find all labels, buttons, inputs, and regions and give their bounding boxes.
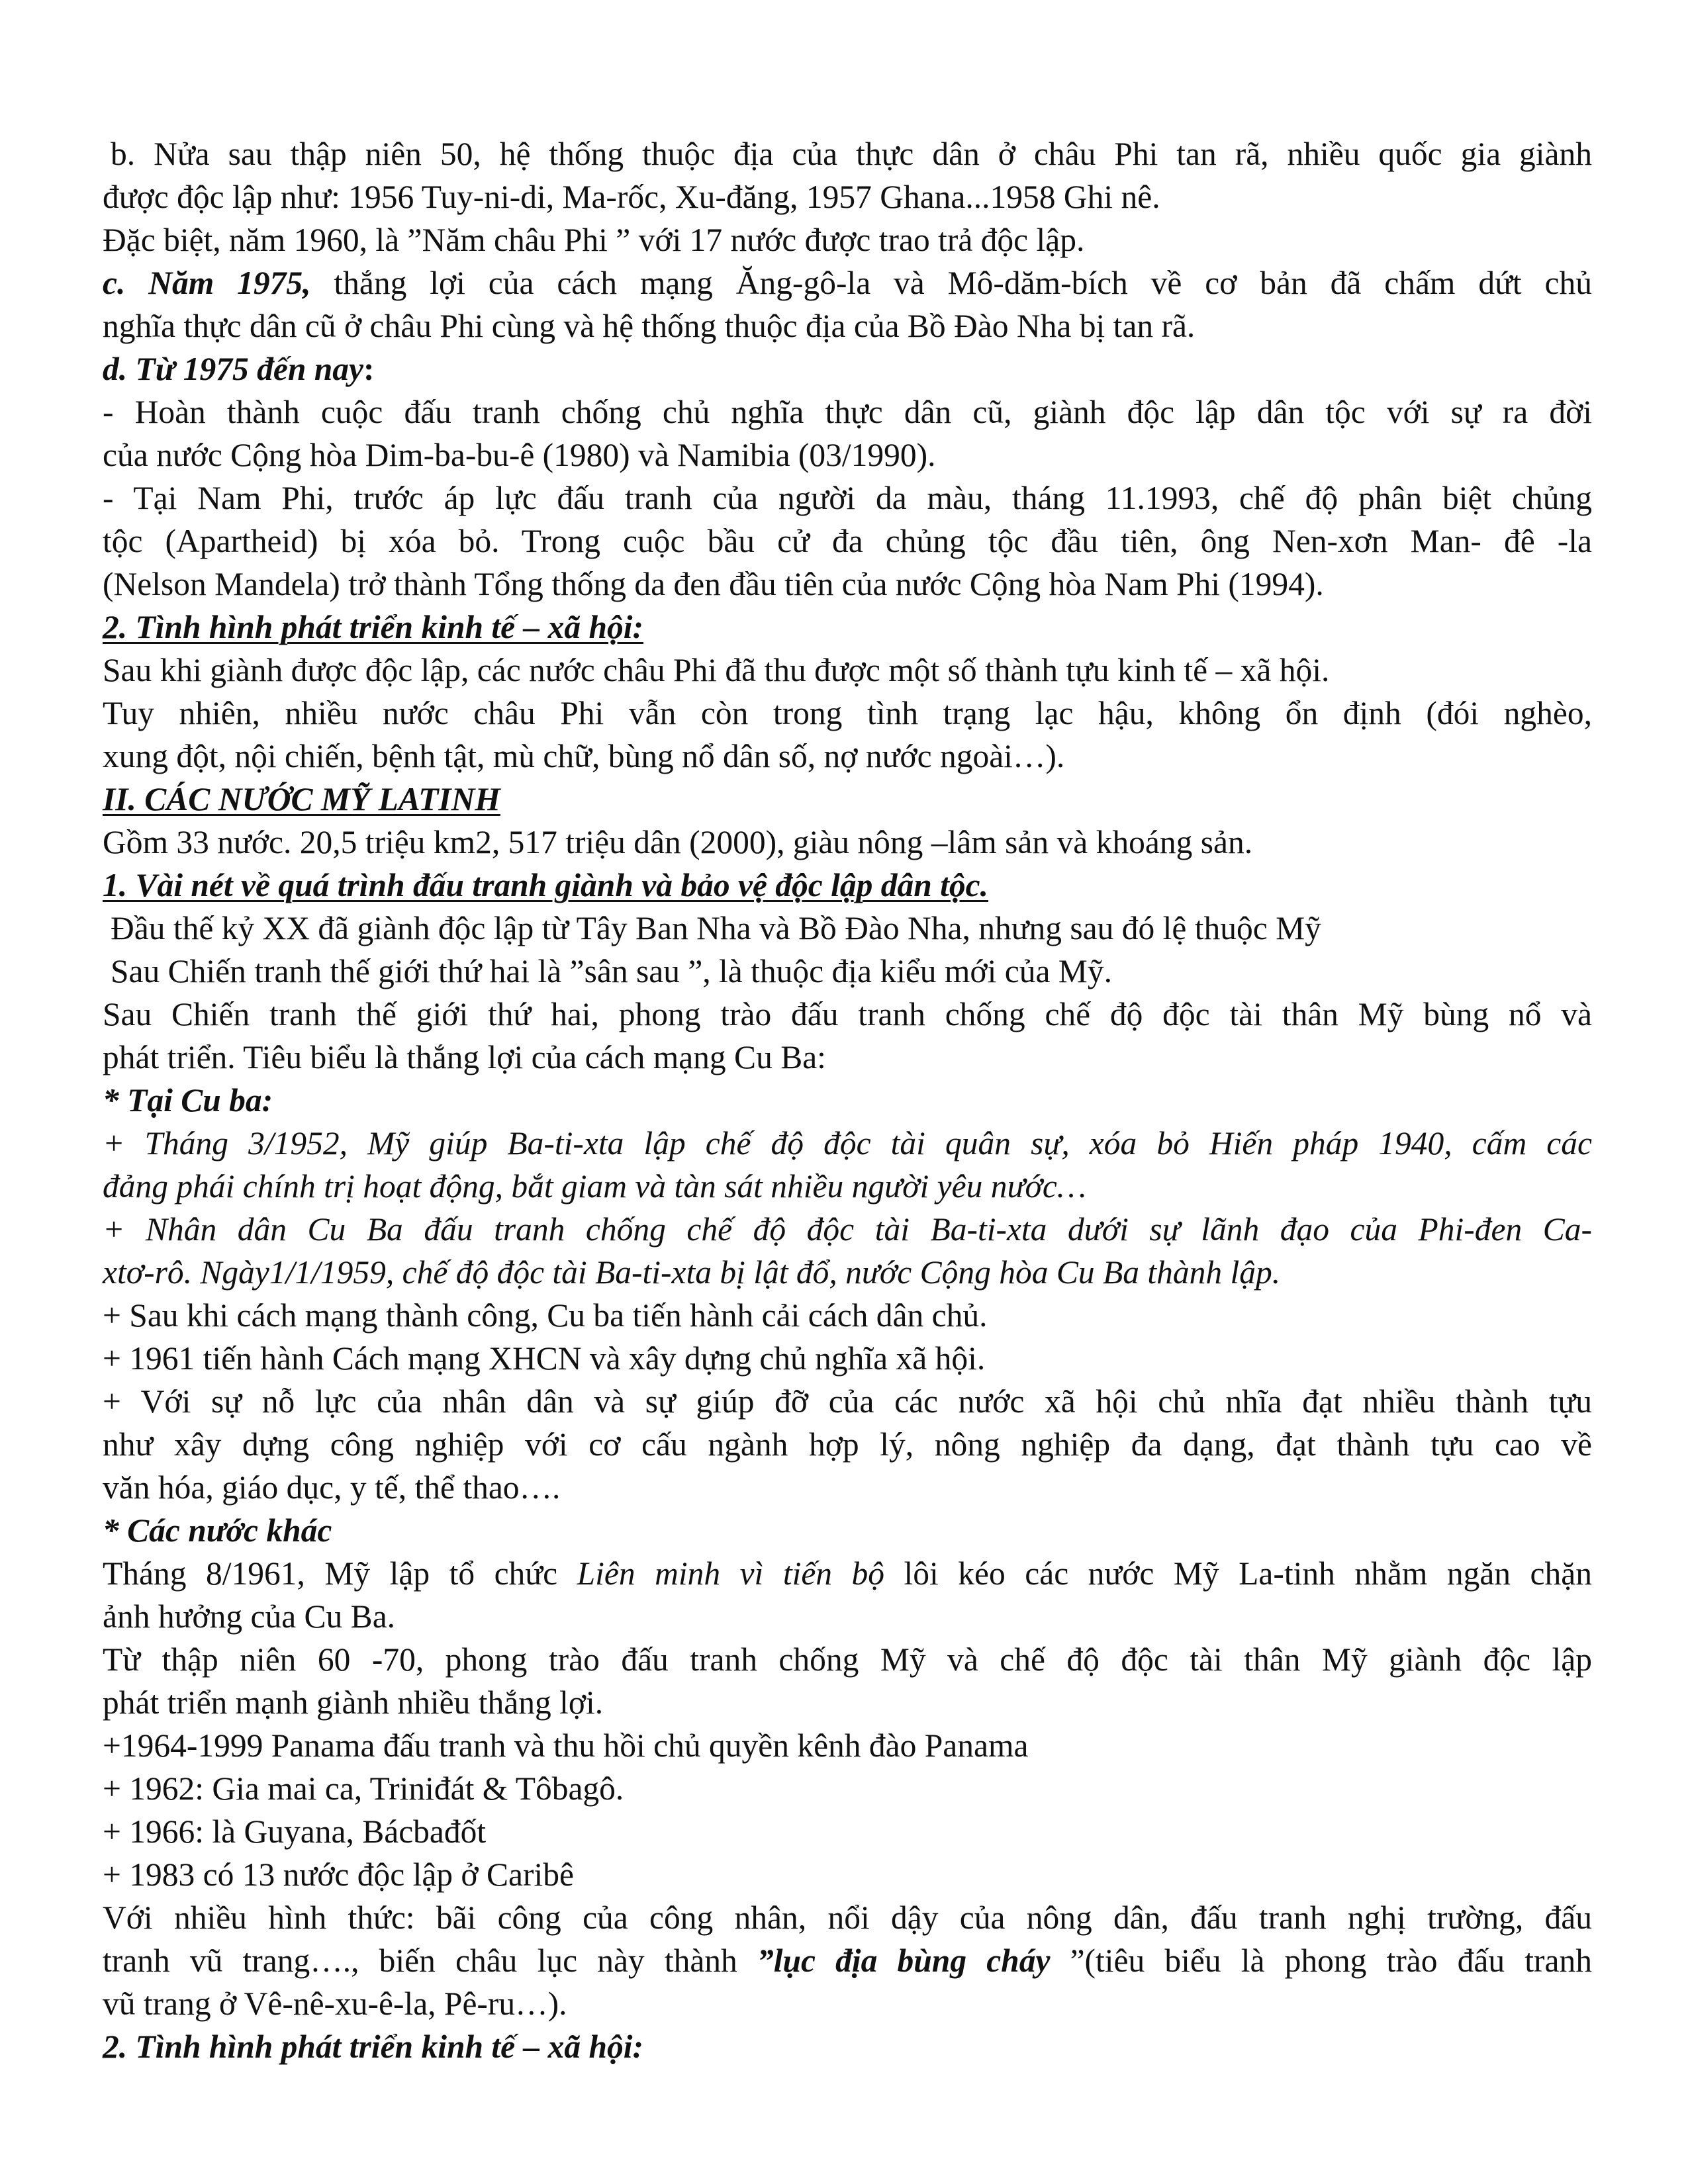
text-line: Từ thập niên 60 -70, phong trào đấu tranh chống Mỹ và chế độ độc tài thân Mỹ giành độc lập: [103, 1641, 1592, 1678]
text-line: + 1983 có 13 nước độc lập ở Caribê: [103, 1856, 574, 1893]
section-heading: 2. Tình hình phát triển kinh tế – xã hội:: [103, 2028, 643, 2065]
text-span: Tháng 8/1961, Mỹ lập tổ chức: [103, 1555, 577, 1592]
text-line: Sau Chiến tranh thế giới thứ hai, phong trào đấu tranh chống chế độ độc tài thân Mỹ bùng nổ và: [103, 996, 1592, 1032]
text-line: [103, 261, 1592, 304]
text-span: thắng lợi của cách mạng Ăng-gô-la và Mô-dăm-bích về cơ bản đã chấm dứt chủ: [310, 265, 1592, 301]
text-line: b. Nửa sau thập niên 50, hệ thống thuộc địa của thực dân ở châu Phi tan rã, nhiều quốc gia giành: [111, 136, 1592, 172]
text-line: [103, 1552, 1592, 1595]
text-line: + 1966: là Guyana, Bácbađốt: [103, 1813, 487, 1850]
text-line: được độc lập như: 1956 Tuy-ni-di, Ma-rốc, Xu-đăng, 1957 Ghana...1958 Ghi nê.: [103, 179, 1160, 215]
subsection-heading: * Các nước khác: [103, 1512, 332, 1549]
section-heading: 2. Tình hình phát triển kinh tế – xã hội:: [103, 609, 643, 645]
text-line: + 1961 tiến hành Cách mạng XHCN và xây dựng chủ nghĩa xã hội.: [103, 1340, 986, 1377]
text-line: ảnh hưởng của Cu Ba.: [103, 1598, 396, 1635]
text-line: văn hóa, giáo dục, y tế, thể thao….: [103, 1469, 561, 1506]
section-heading-c: c. Năm 1975,: [103, 265, 311, 301]
text-line: - Tại Nam Phi, trước áp lực đấu tranh của người da màu, tháng 11.1993, chế độ phân biệt chủng: [103, 480, 1592, 516]
text-line: +1964-1999 Panama đấu tranh và thu hồi chủ quyền kênh đào Panama: [103, 1727, 1029, 1764]
text-line: (Nelson Mandela) trở thành Tổng thống da đen đầu tiên của nước Cộng hòa Nam Phi (1994).: [103, 566, 1324, 602]
document-page: [103, 132, 1592, 2068]
text-line: + Sau khi cách mạng thành công, Cu ba tiến hành cải cách dân chủ.: [103, 1297, 988, 1334]
text-line: + Với sự nỗ lực của nhân dân và sự giúp đỡ của các nước xã hội chủ nhĩa đạt nhiều thành tựu: [103, 1383, 1592, 1420]
text-line: nghĩa thực dân cũ ở châu Phi cùng và hệ thống thuộc địa của Bồ Đào Nha bị tan rã.: [103, 308, 1196, 344]
text-line: Sau khi giành được độc lập, các nước châu Phi đã thu được một số thành tựu kinh tế – xã hội.: [103, 652, 1330, 688]
heading-colon: :: [363, 351, 375, 387]
text-span: ”(tiêu biểu là phong trào đấu tranh: [1050, 1942, 1592, 1979]
text-line: của nước Cộng hòa Dim-ba-bu-ê (1980) và Namibia (03/1990).: [103, 437, 936, 473]
text-line: [103, 1939, 1592, 1982]
text-line: tộc (Apartheid) bị xóa bỏ. Trong cuộc bầu cử đa chủng tộc đầu tiên, ông Nen-xơn Man- đê -la: [103, 523, 1592, 559]
chapter-heading: II. CÁC NƯỚC MỸ LATINH: [103, 781, 500, 817]
subsection-heading: * Tại Cu ba:: [103, 1082, 273, 1118]
text-line: Tuy nhiên, nhiều nước châu Phi vẫn còn trong tình trạng lạc hậu, không ổn định (đói nghèo,: [103, 695, 1592, 731]
text-line: Với nhiều hình thức: bãi công của công nhân, nổi dậy của nông dân, đấu tranh nghị trường, đấu: [103, 1899, 1592, 1936]
text-line: như xây dựng công nghiệp với cơ cấu ngành hợp lý, nông nghiệp đa dạng, đạt thành tựu cao về: [103, 1426, 1592, 1463]
text-line: xung đột, nội chiến, bệnh tật, mù chữ, bùng nổ dân số, nợ nước ngoài…).: [103, 738, 1065, 774]
text-line: Đặc biệt, năm 1960, là ”Năm châu Phi ” với 17 nước được trao trả độc lập.: [103, 222, 1085, 258]
section-heading: 1. Vài nét về quá trình đấu tranh giành và bảo vệ độc lập dân tộc.: [103, 867, 988, 903]
text-span: tranh vũ trang…., biến châu lục này thành: [103, 1942, 757, 1979]
text-line: + Tháng 3/1952, Mỹ giúp Ba-ti-xta lập chế độ độc tài quân sự, xóa bỏ Hiến pháp 1940, cấm các: [103, 1125, 1592, 1161]
text-line: + Nhân dân Cu Ba đấu tranh chống chế độ độc tài Ba-ti-xta dưới sự lãnh đạo của Phi-đen Ca-: [103, 1211, 1592, 1248]
text-span-italic: Liên minh vì tiến bộ: [577, 1555, 885, 1592]
text-line: vũ trang ở Vê-nê-xu-ê-la, Pê-ru…).: [103, 1985, 567, 2022]
text-line: Đầu thế kỷ XX đã giành độc lập từ Tây Ban Nha và Bồ Đào Nha, nhưng sau đó lệ thuộc Mỹ: [111, 910, 1321, 946]
text-line: xtơ-rô. Ngày1/1/1959, chế độ độc tài Ba-ti-xta bị lật đổ, nước Cộng hòa Cu Ba thành lập.: [103, 1254, 1281, 1291]
text-line: + 1962: Gia mai ca, Triniđát & Tôbagô.: [103, 1770, 624, 1807]
text-line: Sau Chiến tranh thế giới thứ hai là ”sân sau ”, là thuộc địa kiểu mới của Mỹ.: [111, 953, 1112, 989]
text-line: đảng phái chính trị hoạt động, bắt giam và tàn sát nhiều người yêu nước…: [103, 1168, 1086, 1205]
text-line: - Hoàn thành cuộc đấu tranh chống chủ nghĩa thực dân cũ, giành độc lập dân tộc với sự ra đời: [103, 394, 1592, 430]
section-heading-d-text: d. Từ 1975 đến nay: [103, 351, 364, 387]
text-span: lôi kéo các nước Mỹ La-tinh nhằm ngăn chặn: [884, 1555, 1592, 1592]
text-span-emphasis: ”lục địa bùng cháy: [757, 1942, 1051, 1979]
text-line: Gồm 33 nước. 20,5 triệu km2, 517 triệu dân (2000), giàu nông –lâm sản và khoáng sản.: [103, 824, 1253, 860]
text-line: phát triển mạnh giành nhiều thắng lợi.: [103, 1684, 604, 1721]
section-heading-d: [103, 347, 1592, 390]
text-line: phát triển. Tiêu biểu là thắng lợi của cách mạng Cu Ba:: [103, 1039, 826, 1075]
